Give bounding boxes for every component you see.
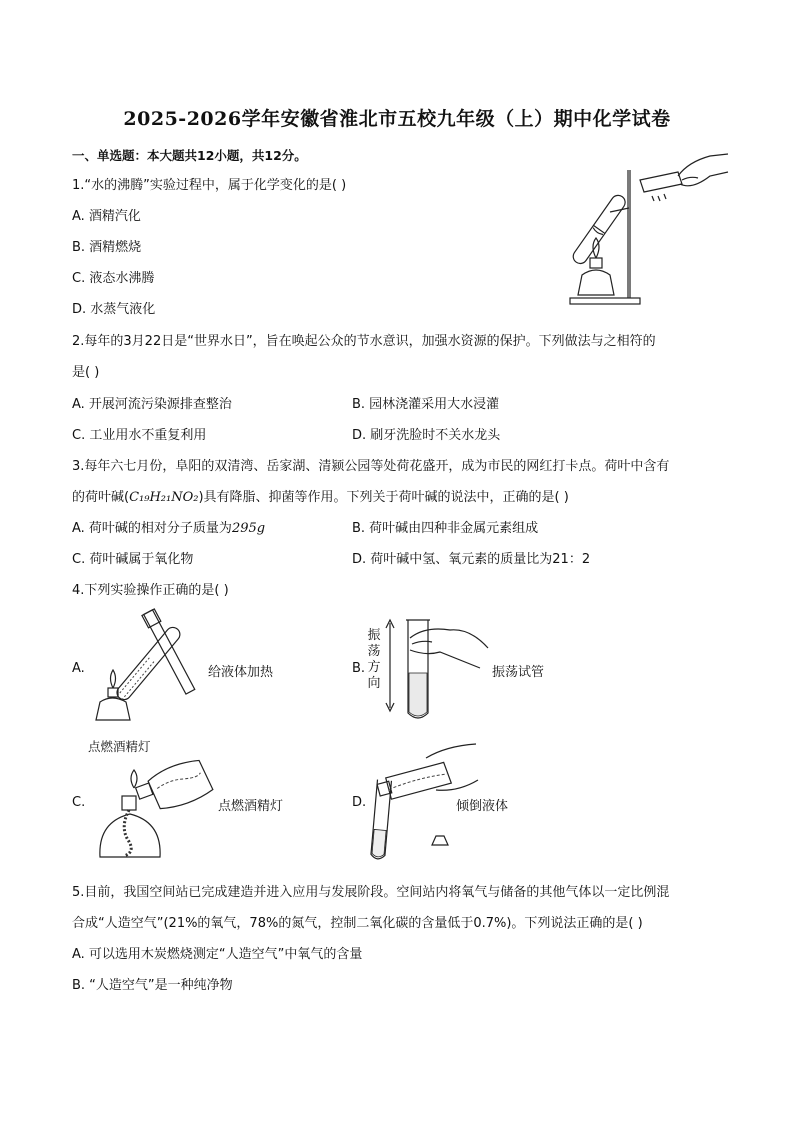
q5-option-a: A. 可以选用木炭燃烧测定“人造空气”中氧气的含量 [72,947,363,962]
q1-option-b: B. 酒精燃烧 [72,240,142,255]
q4-option-a-letter: A. [72,661,85,676]
q1-apparatus-figure [560,150,730,310]
q3-option-b: B. 荷叶碱由四种非金属元素组成 [352,521,539,536]
q2-option-b: B. 园林浇灌采用大水浸灌 [352,397,500,412]
q5-stem-line1: 5.目前，我国空间站已完成建造并进入应用与发展阶段。空间站内将氧气与储备的其他气体以一定比例混 [72,885,670,900]
q2-option-a: A. 开展河流污染源排查整治 [72,397,232,412]
q4-vertical-char-3: 方 [367,660,381,675]
q3-stem-part2: )具有降脂、抑菌等作用。下列关于荷叶碱的说法中，正确的是( ) [198,490,569,505]
q3-option-d [352,551,590,569]
q3-stem-line2 [72,489,569,507]
q3-stem-part1: 的荷叶碱( [72,490,130,505]
q4-vertical-char-4: 向 [367,676,381,691]
q4-stem: 4.下列实验操作正确的是( ) [72,583,229,598]
q5-option-b: B. “人造空气”是一种纯净物 [72,978,233,993]
q3-formula: C₁₉H₂₁NO₂ [129,490,199,505]
q1-stem: 1.“水的沸腾”实验过程中，属于化学变化的是( ) [72,178,347,193]
q2-option-c: C. 工业用水不重复利用 [72,428,207,443]
q3-option-d-text: D. 荷叶碱中氢、氧元素的质量比为 [352,552,553,567]
q4-option-c-letter: C. [72,795,86,810]
q4-option-c-caption: 点燃酒精灯 [88,739,151,754]
q4-vertical-char-1: 振 [367,628,381,643]
q4-option-d-label: 倾倒液体 [456,799,509,814]
q3-option-a-text: A. 荷叶碱的相对分子质量为 [72,521,232,536]
q3-stem-line1: 3.每年六七月份，阜阳的双清湾、岳家湖、清颍公园等处荷花盛开，成为市民的网红打卡点。荷叶中含有 [72,459,670,474]
q4-shake-direction-label [367,628,381,692]
page-title: 2025-2026学年安徽省淮北市五校九年级（上）期中化学试卷 [123,108,671,130]
q1-option-a: A. 酒精汽化 [72,209,141,224]
q2-stem-line1: 2.每年的3月22日是“世界水日”，旨在唤起公众的节水意识，加强水资源的保护。下列做法与之相符的 [72,334,656,349]
q3-option-c: C. 荷叶碱属于氧化物 [72,552,194,567]
q4-option-b-label: 振荡试管 [492,665,545,680]
q4-option-d-letter: D. [352,795,367,810]
q2-stem-line2: 是( ) [72,365,100,380]
q1-option-d: D. 水蒸气液化 [72,302,156,317]
q3-option-a-value: 295g [231,521,266,536]
q3-option-d-value: 21：2 [552,552,591,567]
q4-shaking-tube-figure [380,608,490,723]
q5-stem-line2: 合成“人造空气”(21%的氧气，78%的氮气，控制二氧化碳的含量低于0.7%)。下列说法正确的是( ) [72,916,643,931]
q4-option-c-label: 点燃酒精灯 [218,799,284,814]
q4-vertical-char-2: 荡 [367,644,381,659]
q4-option-a-label: 给液体加热 [208,665,274,680]
q3-option-a [72,520,265,538]
q4-lighting-lamp-figure [90,752,220,862]
q1-option-c: C. 液态水沸腾 [72,271,155,286]
q4-option-b-letter: B. [352,661,366,676]
q2-option-d: D. 刷牙洗脸时不关水龙头 [352,428,501,443]
q4-heating-liquid-figure [86,608,206,723]
section-heading: 一、单选题：本大题共12小题，共12分。 [72,148,307,163]
